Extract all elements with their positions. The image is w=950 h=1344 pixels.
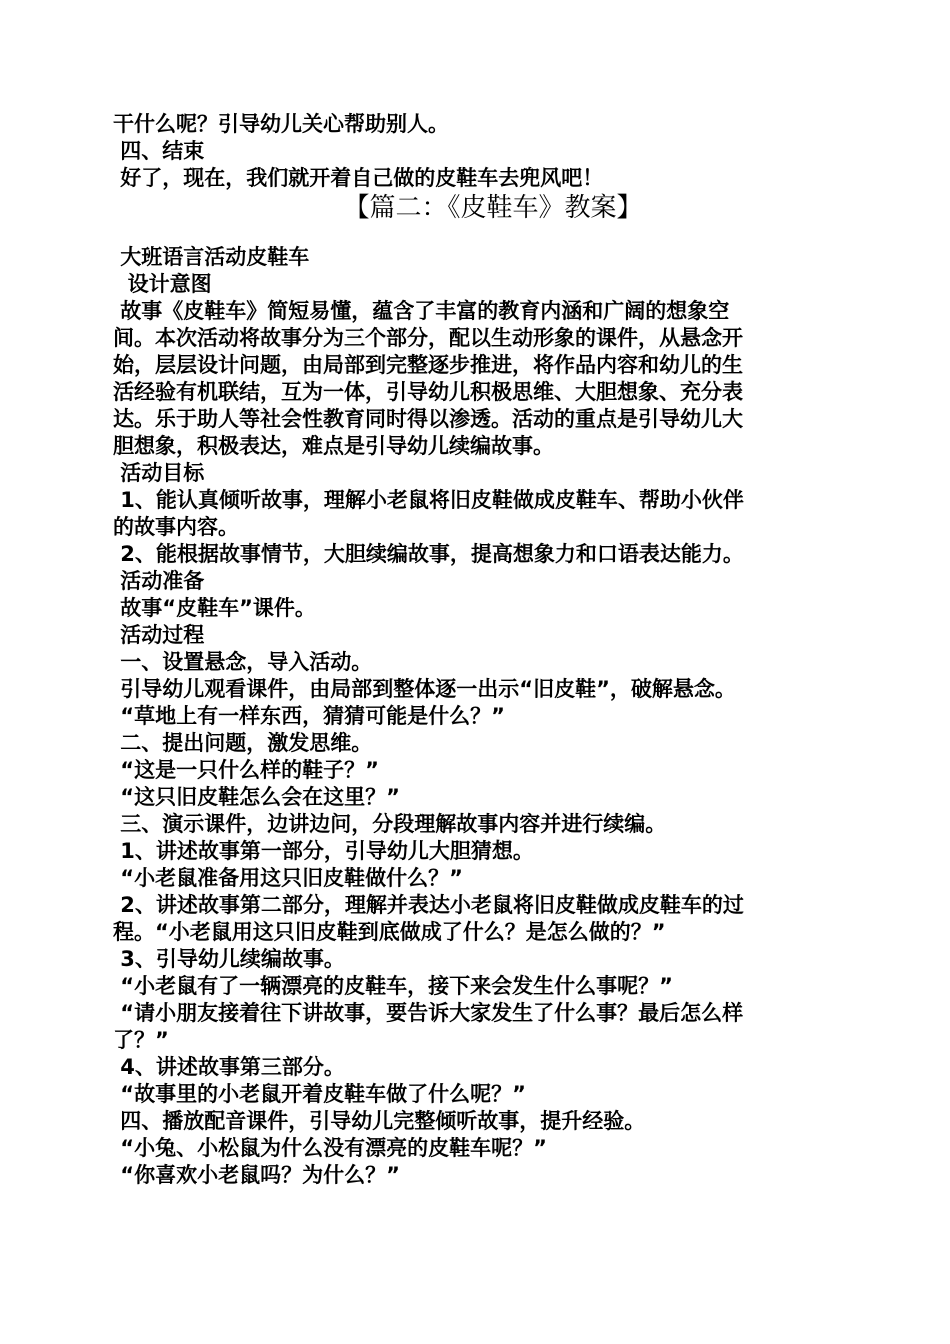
text-line: 活动过程 [113, 623, 205, 647]
text-line: 引导幼儿观看课件，由局部到整体逐一出示“旧皮鞋”，破解悬念。 [113, 677, 736, 701]
document-content [113, 111, 843, 1189]
text-line: 3、引导幼儿续编故事。 [113, 947, 345, 971]
text-line: “小老鼠准备用这只旧皮鞋做什么？” [113, 866, 463, 890]
section-heading: 【篇二：《皮鞋车》教案】 [343, 193, 643, 223]
text-line: 1、讲述故事第一部分，引导幼儿大胆猜想。 [113, 839, 534, 863]
text-line: 活动目标 [113, 461, 205, 485]
text-line: 2、能根据故事情节，大胆续编故事，提高想象力和口语表达能力。 [113, 542, 744, 566]
text-line: “故事里的小老鼠开着皮鞋车做了什么呢？” [113, 1082, 526, 1106]
text-line: 1、能认真倾听故事，理解小老鼠将旧皮鞋做成皮鞋车、帮助小伙伴 [113, 488, 744, 512]
text-line: 干什么呢？引导幼儿关心帮助别人。 [113, 112, 449, 136]
text-line: “请小朋友接着往下讲故事，要告诉大家发生了什么事？最后怎么样 [113, 1001, 744, 1025]
text-line: 二、提出问题，激发思维。 [113, 731, 373, 755]
text-line: “这只旧皮鞋怎么会在这里？” [113, 785, 400, 809]
text-line: 活经验有机联结，互为一体，引导幼儿积极思维、大胆想象、充分表 [113, 380, 743, 404]
text-line: 了？” [113, 1028, 169, 1052]
text-line: 程。“小老鼠用这只旧皮鞋到底做成了什么？是怎么做的？” [113, 920, 666, 944]
text-line: 活动准备 [113, 569, 205, 593]
text-line: 一、设置悬念，导入活动。 [113, 650, 373, 674]
text-line: 2、讲述故事第二部分，理解并表达小老鼠将旧皮鞋做成皮鞋车的过 [113, 893, 744, 917]
text-line: 间。本次活动将故事分为三个部分，配以生动形象的课件，从悬念开 [113, 326, 743, 350]
text-line: 大班语言活动皮鞋车 [113, 245, 310, 269]
text-line: 故事《皮鞋车》简短易懂，蕴含了丰富的教育内涵和广阔的想象空 [113, 299, 730, 323]
text-line: 故事“皮鞋车”课件。 [113, 596, 316, 620]
text-line: 设计意图 [113, 272, 212, 296]
text-line: “你喜欢小老鼠吗？为什么？” [113, 1163, 400, 1187]
text-line: “小兔、小松鼠为什么没有漂亮的皮鞋车呢？” [113, 1136, 547, 1160]
text-line: 的故事内容。 [113, 515, 239, 539]
text-line: 四、播放配音课件，引导幼儿完整倾听故事，提升经验。 [113, 1109, 646, 1133]
text-line: “这是一只什么样的鞋子？” [113, 758, 379, 782]
text-line: “草地上有一样东西，猜猜可能是什么？” [113, 704, 505, 728]
text-line: 好了，现在，我们就开着自己做的皮鞋车去兜风吧！ [113, 166, 604, 190]
intro-paragraphs [113, 111, 843, 192]
text-line: 三、演示课件，边讲边问，分段理解故事内容并进行续编。 [113, 812, 667, 836]
text-line: 胆想象，积极表达，难点是引导幼儿续编故事。 [113, 434, 554, 458]
text-line: 始，层层设计问题，由局部到完整逐步推进，将作品内容和幼儿的生 [113, 353, 743, 377]
text-line: 四、结束 [113, 139, 205, 163]
text-line: 达。乐于助人等社会性教育同时得以渗透。活动的重点是引导幼儿大 [113, 407, 743, 431]
text-line: 4、讲述故事第三部分。 [113, 1055, 345, 1079]
lesson-plan-body [113, 244, 843, 1189]
text-line: “小老鼠有了一辆漂亮的皮鞋车，接下来会发生什么事呢？” [113, 974, 673, 998]
